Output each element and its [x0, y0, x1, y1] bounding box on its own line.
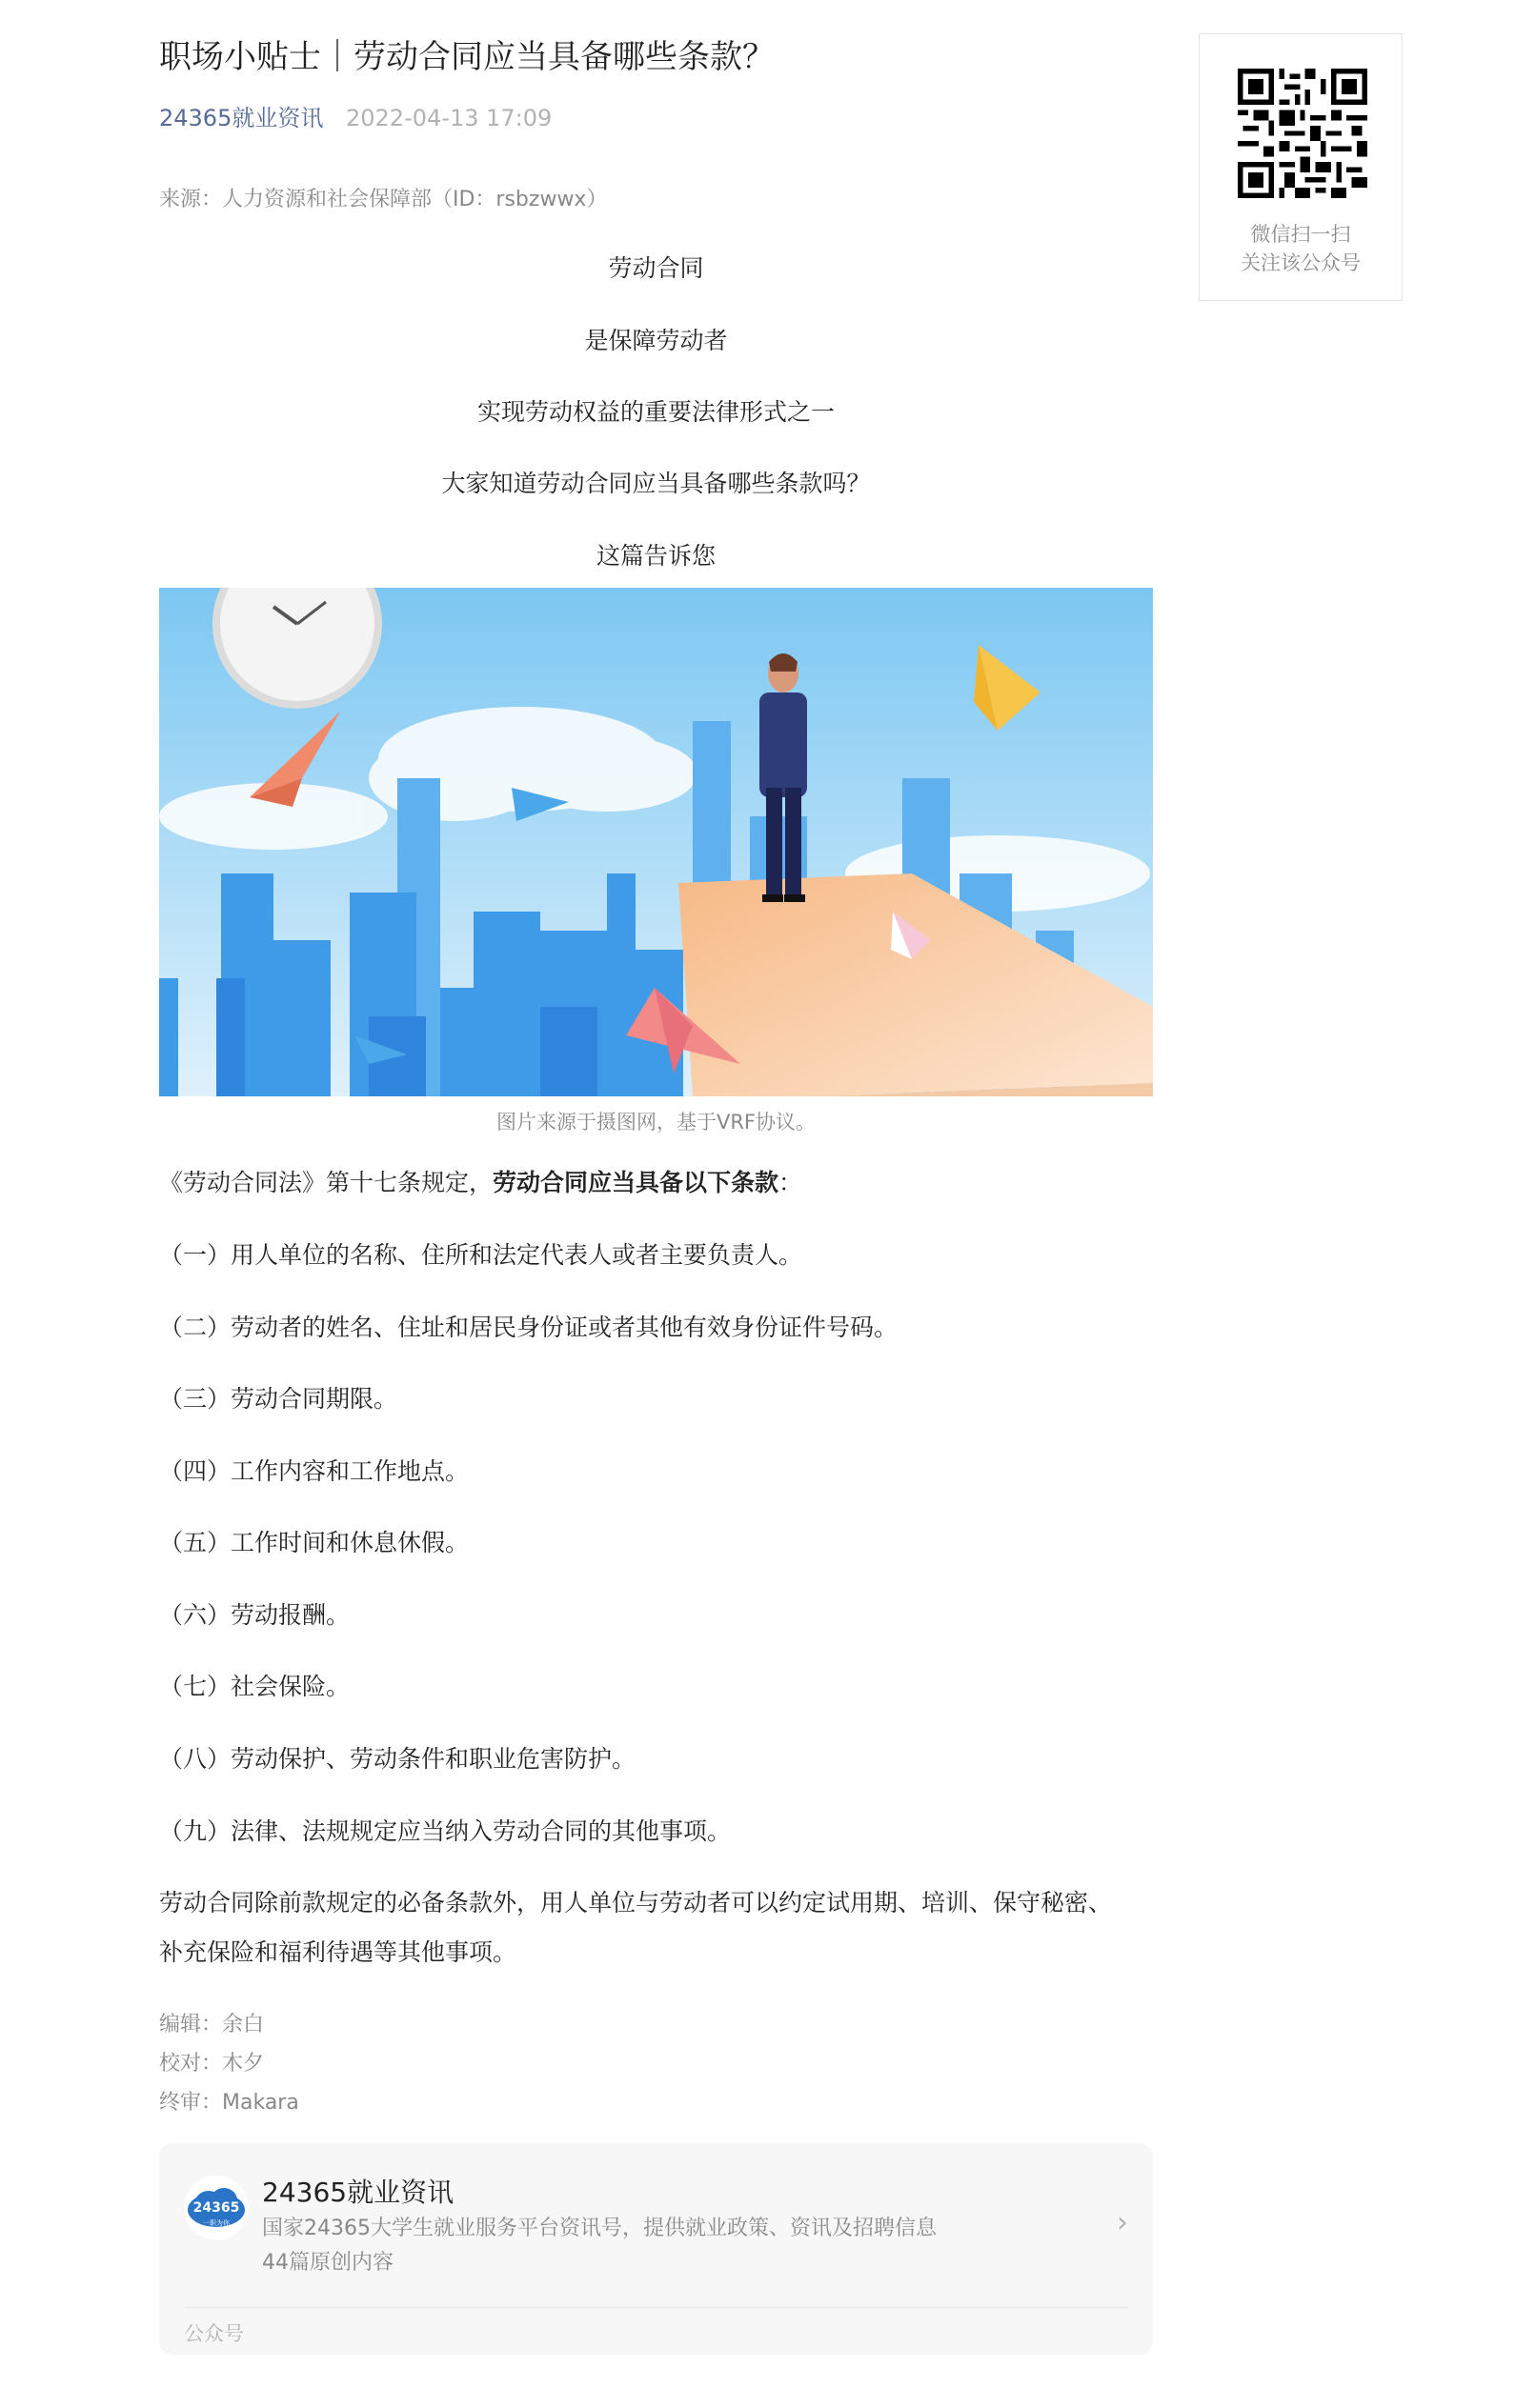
clause-item: （七）社会保险。 [159, 1673, 351, 1700]
clause-item: （六）劳动报酬。 [159, 1601, 351, 1629]
cloud-logo-icon [184, 2176, 249, 2240]
intro-line: 大家知道劳动合同应当具备哪些条款吗？ [441, 470, 871, 497]
qr-instruction-line2: 关注该公众号 [1241, 251, 1361, 274]
law-intro-bold: 劳动合同应当具备以下条款 [493, 1169, 779, 1196]
final-review-credit: 终审：Makara [159, 2091, 299, 2115]
clause-item: （五）工作时间和休息休假。 [159, 1529, 470, 1556]
card-divider [184, 2307, 1128, 2308]
publish-date: 2022-04-13 17:09 [346, 105, 553, 131]
clause-item: （八）劳动保护、劳动条件和职业危害防护。 [159, 1745, 636, 1773]
clause-item: （九）法律、法规规定应当纳入劳动合同的其他事项。 [159, 1817, 732, 1845]
clause-item: （一）用人单位的名称、住所和法定代表人或者主要负责人。 [159, 1241, 803, 1269]
article-source: 来源：人力资源和社会保障部（ID：rsbzwwx） [159, 188, 608, 211]
qr-code-panel [1199, 33, 1403, 301]
account-profile-card[interactable] [159, 2143, 1153, 2355]
article-meta [159, 99, 552, 132]
closing-line: 补充保险和福利待遇等其他事项。 [159, 1938, 517, 1966]
closing-line: 劳动合同除前款规定的必备条款外，用人单位与劳动者可以约定试用期、培训、保守秘密、 [159, 1889, 1113, 1916]
account-link[interactable]: 24365就业资讯 [159, 105, 324, 131]
intro-line: 是保障劳动者 [584, 327, 728, 354]
logo-text-top: 24365 [192, 2200, 240, 2216]
clause-item: （二）劳动者的姓名、住址和居民身份证或者其他有效身份证件号码。 [159, 1314, 899, 1341]
account-avatar [184, 2176, 249, 2240]
logo-text-bottom: 一职为你 [203, 2219, 230, 2227]
law-intro-suffix: ： [778, 1169, 803, 1196]
image-caption: 图片来源于摄图网，基于VRF协议。 [495, 1111, 817, 1134]
chevron-right-icon[interactable]: › [1117, 2206, 1128, 2239]
intro-line: 这篇告诉您 [596, 542, 716, 570]
intro-line: 实现劳动权益的重要法律形式之一 [476, 398, 835, 426]
intro-line: 劳动合同 [608, 254, 704, 282]
law-intro [159, 1166, 1153, 1200]
article-illustration [159, 588, 1153, 1096]
proofreader-credit: 校对：木夕 [159, 2052, 265, 2076]
city-illustration [159, 588, 1153, 1096]
profile-name: 24365就业资讯 [262, 2177, 454, 2208]
law-intro-prefix: 《劳动合同法》第十七条规定， [159, 1169, 494, 1196]
clause-item: （三）劳动合同期限。 [159, 1385, 398, 1413]
profile-description: 国家24365大学生就业服务平台资讯号，提供就业政策、资讯及招聘信息 [262, 2217, 937, 2240]
profile-type-label: 公众号 [184, 2322, 244, 2345]
profile-article-count: 44篇原创内容 [262, 2251, 394, 2275]
editor-credit: 编辑：余白 [159, 2013, 265, 2037]
qr-code-icon [1238, 69, 1367, 198]
article-title: 职场小贴士｜劳动合同应当具备哪些条款？ [159, 38, 775, 76]
qr-instruction-line1: 微信扫一扫 [1250, 223, 1351, 246]
clause-item: （四）工作内容和工作地点。 [159, 1457, 470, 1485]
